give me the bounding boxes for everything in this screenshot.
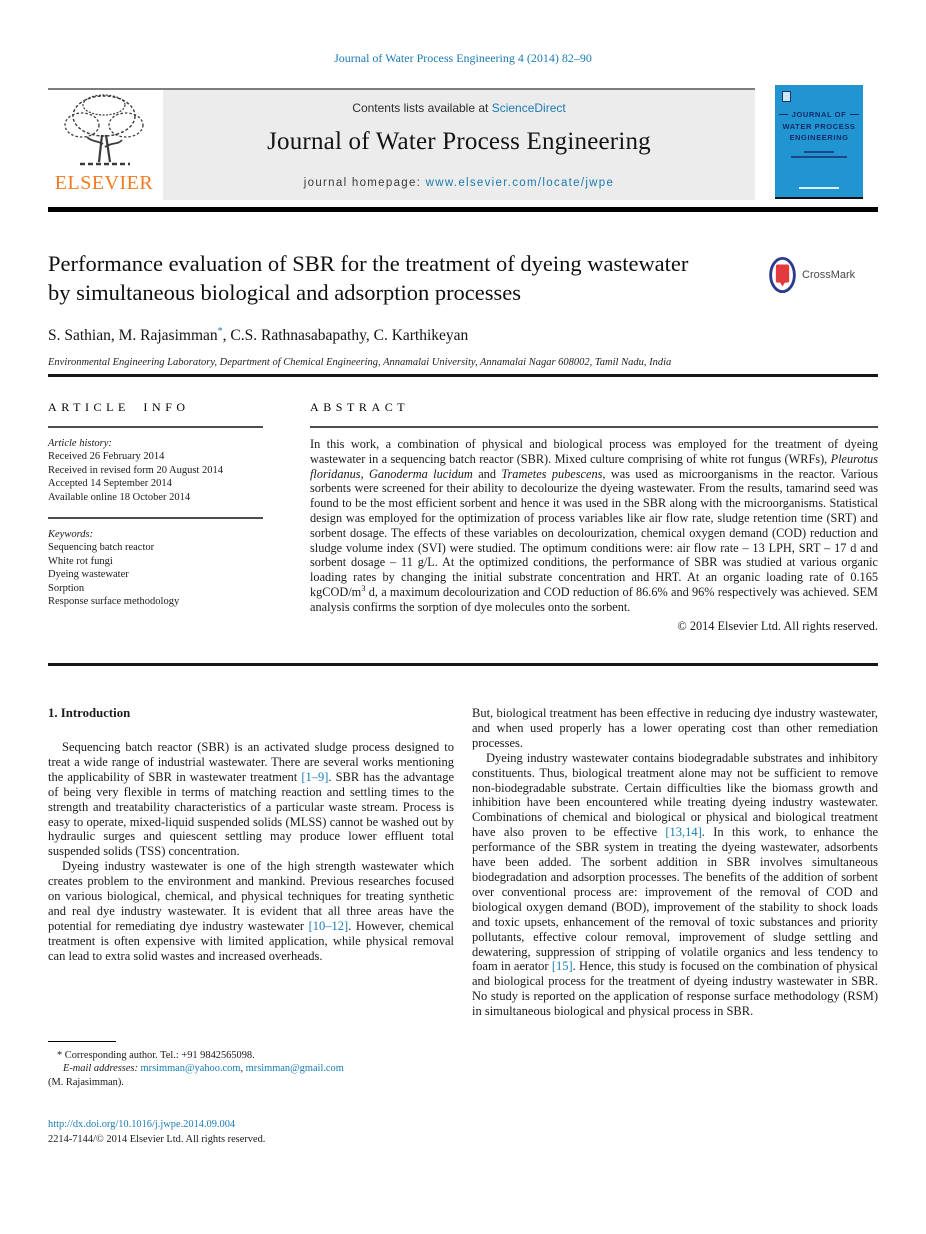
footnote-rule [48, 1041, 116, 1042]
doi-block [48, 1118, 265, 1147]
abstract-copyright: © 2014 Elsevier Ltd. All rights reserved. [677, 618, 878, 633]
running-head-citation: Journal of Water Process Engineering 4 (2014) 82–90 [334, 51, 592, 65]
inline-link[interactable]: mrsimman@gmail.com [245, 1063, 344, 1075]
article-info-column [48, 400, 270, 608]
section-heading-introduction: 1. Introduction [48, 706, 131, 720]
inline-text: Dyeing industry wastewater contains biodegradable substrates and inhibitory constituents. Thus, biological treatment alone may not be sufficient to remove non-biodegradable substrate. Certain difficulties like the biomass growth and inhibition have been encountered while treating dyeing industry wastewater. Combinations of chemical and biological or physical and biological treatment have also proven to be effective [472, 750, 878, 840]
title-section-rule [48, 374, 878, 377]
inline-text: In this work, a combination of physical and biological process was employed for the treatment of dyeing wastewater in a sequencing batch reactor (SBR). Mixed culture comprising of white rot fungus (WRFs), [310, 437, 878, 466]
inline-link[interactable]: [15] [551, 959, 573, 974]
contents-lists-line [163, 101, 755, 115]
cover-footer-line [799, 187, 839, 189]
inline-link[interactable]: [1–9] [301, 769, 329, 784]
journal-title: Journal of Water Process Engineering [267, 128, 651, 155]
inline-link[interactable]: mrsimman@yahoo.com [140, 1063, 241, 1075]
issn-copyright-line: 2214-7144/© 2014 Elsevier Ltd. All rights reserved. [48, 1133, 266, 1145]
corresponding-author-star[interactable]: * [217, 326, 223, 337]
inline-text: E-mail addresses: [63, 1063, 141, 1075]
abstract-heading: ABSTRACT [310, 400, 410, 414]
inline-link[interactable]: [13,14] [665, 825, 702, 840]
article-info-heading: ARTICLE INFO [48, 400, 190, 414]
intro-paragraph [472, 751, 878, 1019]
intro-paragraph: But, biological treatment has been effective in reducing dye industry wastewater, and when used properly has a lower operating cost than other remediation processes. [472, 706, 878, 750]
keyword-item: Sequencing batch reactor [48, 542, 155, 554]
doi-link[interactable]: http://dx.doi.org/10.1016/j.jwpe.2014.09.004 [48, 1119, 236, 1130]
keyword-item: White rot fungi [48, 555, 113, 567]
crossmark-icon [768, 256, 797, 294]
keywords-rule [48, 517, 263, 519]
abstract-text [310, 437, 878, 615]
inline-text: Pleurotus floridanus [310, 451, 878, 481]
history-line: Received in revised form 20 August 2014 [48, 464, 223, 476]
inline-text: . However, chemical treatment is often expensive with limited application, while physical removal can lead to extra solid wastes and increased overheads. [48, 918, 454, 963]
article-info-rule [48, 426, 263, 428]
keywords-label: Keywords: [48, 529, 94, 541]
history-line: Available online 18 October 2014 [48, 491, 191, 503]
abstract-bottom-rule [48, 663, 878, 666]
author-line [48, 326, 468, 345]
journal-cover-thumbnail[interactable] [775, 85, 863, 199]
email-addresses-line [48, 1062, 454, 1075]
inline-text: and [472, 466, 502, 481]
authors-suffix: , C.S. Rathnasabapathy, C. Karthikeyan [222, 327, 469, 345]
intro-paragraph [48, 859, 454, 963]
inline-text: , was used as microorganisms in the reactor. Various sorbents were screened for their ability to decolourize the dyeing wastewater. From the results, tamarind seed was found to be the most efficient sorbent and hence it was used in the SBR along with the microorganisms. Statistical design was employed for the optimization of process variables like air flow rate, sludge retention time (SRT) and sorbent dosage. The effects of these variables on decolourization, chemical oxygen demand (COD) reduction and sludge volume index (SVI) were studied. The optimum conditions were: air flow rate – 13 LPH, SRT – 17 d and sorbent dosage – 11 g/L. At the optimized conditions, the performance of SBR was studied at various organic loading rates by changing the initial substrate concentration and HRT. At an organic loading rate of 0.165 kgCOD/m [310, 466, 878, 599]
banner-bottom-rule [48, 207, 878, 212]
inline-text: , [360, 466, 370, 481]
inline-text: . In this work, to enhance the performance of the SBR system in treating the dyeing wastewater, adsorbents have been added. The sorbent addition in SBR involves simultaneous biodegradation and adsorption processes. The benefits of the addition of sorbent over conventional process are: improvement of the removal of COD and biological oxygen demand (BOD), improvement of the stability to shock loads and toxic upsets, enhancement of the removal of toxic substances and priority pollutants, effective colour removal, improvement of sludge settling and dewatering, suppression of stripping of volatile organics and less tendency to foam in aerator [472, 825, 878, 974]
inline-link[interactable]: [10–12] [308, 918, 349, 933]
intro-paragraph [48, 740, 454, 859]
crossmark-label: CrossMark [802, 269, 856, 281]
cover-publisher-icon [782, 91, 791, 102]
keyword-item: Dyeing wastewater [48, 569, 129, 581]
contents-prefix: Contents lists available at [352, 101, 492, 115]
abstract-column [310, 400, 878, 634]
footnote-block [48, 1041, 454, 1089]
inline-text: Trametes pubescens [501, 466, 603, 481]
article-title: Performance evaluation of SBR for the treatment of dyeing wastewater by simultaneous biological and adsorption processes [48, 251, 689, 305]
elsevier-tree-icon [48, 92, 160, 174]
authors-prefix: S. Sathian, M. Rajasimman [48, 327, 218, 345]
elsevier-wordmark: ELSEVIER [54, 172, 154, 194]
inline-text: Ganoderma lucidum [369, 466, 473, 481]
homepage-prefix: journal homepage: [303, 177, 426, 189]
homepage-url-link[interactable]: www.elsevier.com/locate/jwpe [425, 177, 615, 189]
inline-text: Dyeing industry wastewater is one of the high strength wastewater which creates problem to the environment and mankind. Previous researches focused on various biological, chemical, and physical techniques for treating synthetic and real dye industry wastewater. It is evident that all three areas have the potential for remediating dye industry wastewater [48, 859, 454, 933]
article-history-label: Article history: [48, 438, 112, 449]
cover-editor-lines [791, 151, 847, 158]
history-line: Received 26 February 2014 [48, 451, 165, 463]
body-column-right [472, 706, 878, 1019]
elsevier-logo[interactable] [48, 92, 160, 200]
email-attribution: (M. Rajasimman). [48, 1076, 124, 1088]
abstract-rule [310, 426, 878, 428]
history-line: Accepted 14 September 2014 [48, 478, 172, 490]
sciencedirect-link[interactable]: ScienceDirect [491, 101, 566, 115]
keyword-item: Response surface methodology [48, 596, 180, 608]
keyword-item: Sorption [48, 582, 85, 594]
affiliation: Environmental Engineering Laboratory, Department of Chemical Engineering, Annamalai University, Annamalai Nagar 608002, Tamil Nadu, India [48, 357, 672, 368]
journal-homepage-line [163, 177, 755, 189]
inline-text: . SBR has the advantage of being very flexible in terms of matching reaction and settling times to the strength and treatability characteristics of a particular waste stream. Process is easy to operate, mixed-liquid suspended solids (MLSS) cannot be washed out by hydraulic surges and quiescent settling may produce lower effluent total suspended solids (TSS) concentration. [48, 769, 454, 859]
inline-text: Sequencing batch reactor (SBR) is an activated sludge process designed to treat a wide range of industrial wastewater. There are several works mentioning the applicability of SBR in wastewater treatment [48, 740, 454, 784]
inline-text: , [240, 1063, 246, 1075]
inline-text: . Hence, this study is focused on the combination of physical and biological process for the treatment of dyeing industry wastewater in SBR. No study is reported on the application of response surface methodology (RSM) in simultaneous biological and physical process in SBR. [472, 959, 878, 1019]
corresponding-author-note: * Corresponding author. Tel.: +91 9842565098. [57, 1050, 255, 1061]
inline-text: 3 [361, 582, 366, 593]
crossmark-badge[interactable] [768, 256, 855, 294]
body-column-left [48, 706, 454, 964]
journal-banner [163, 90, 755, 200]
cover-title: JOURNAL OF WATER PROCESS ENGINEERING [775, 109, 863, 144]
inline-text: d, a maximum decolourization and COD reduction of 86.6% and 96% respectively was achieved. SEM analysis confirms the sorption of dye molecules onto the sorbent. [310, 584, 878, 614]
